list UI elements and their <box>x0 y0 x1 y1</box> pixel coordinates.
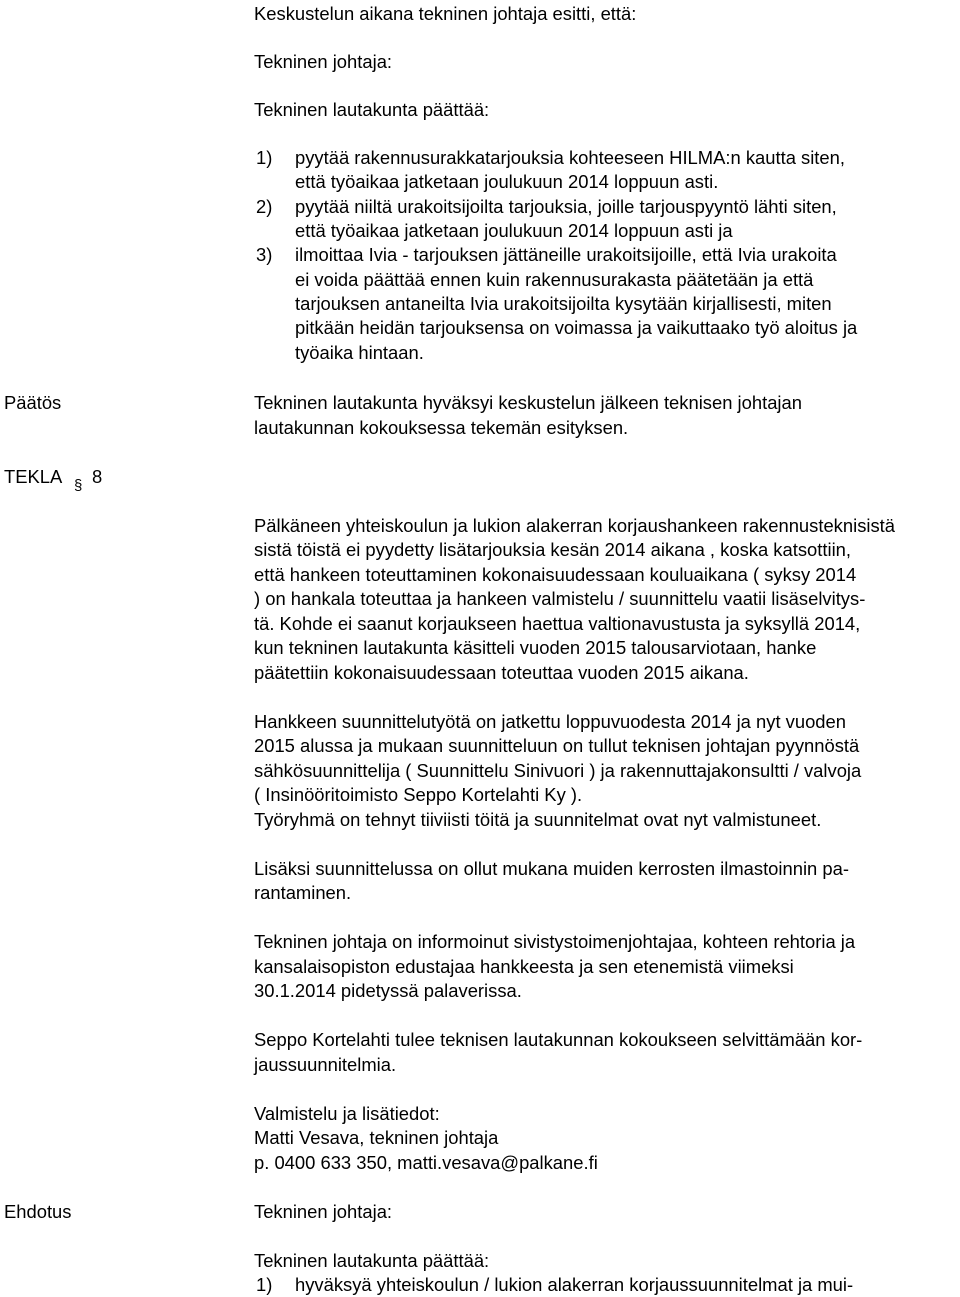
body-line: ) on hankala toteuttaa ja hankeen valmistelu / suunnittelu vaatii lisäselvitys- <box>254 588 866 609</box>
intro-line: Keskustelun aikana tekninen johtaja esitti, että: <box>254 3 637 24</box>
body-line: sähkösuunnittelija ( Suunnittelu Sinivuori ) ja rakennuttajakonsultti / valvoja <box>254 760 862 781</box>
ehdotus-johtaja-heading: Tekninen johtaja: <box>254 1201 393 1222</box>
body-line: 30.1.2014 pidetyssä palaverissa. <box>254 980 522 1001</box>
body-line: rantaminen. <box>254 882 352 903</box>
item-line: pyytää niiltä urakoitsijoilta tarjouksia, joille tarjouspyyntö lähti siten, <box>295 196 837 217</box>
contact-name: Matti Vesava, tekninen johtaja <box>254 1127 499 1148</box>
body-line: ( Insinööritoimisto Seppo Kortelahti Ky ). <box>254 784 583 805</box>
section-number: 8 <box>92 466 103 487</box>
item-line: pyytää rakennusurakkatarjouksia kohteeseen HILMA:n kautta siten, <box>295 147 845 168</box>
item-number: 1) <box>256 147 273 168</box>
section-symbol: § <box>74 477 83 494</box>
body-line: Lisäksi suunnittelussa on ollut mukana muiden kerrosten ilmastoinnin pa- <box>254 858 849 879</box>
item-line: ilmoittaa Ivia - tarjouksen jättäneille urakoitsijoille, että Ivia urakoita <box>295 244 837 265</box>
item-line: ei voida päättää ennen kuin rakennusurakasta päätetään ja että <box>295 269 814 290</box>
paatos-label: Päätös <box>4 392 62 413</box>
tekninen-johtaja-heading: Tekninen johtaja: <box>254 51 393 72</box>
paatos-text: Tekninen lautakunta hyväksyi keskustelun jälkeen teknisen johtajan <box>254 392 802 413</box>
body-line: kun tekninen lautakunta käsitteli vuoden 2015 talousarviotaan, hanke <box>254 637 817 658</box>
ehdotus-paattaa-heading: Tekninen lautakunta päättää: <box>254 1250 490 1271</box>
item-number: 3) <box>256 244 273 265</box>
ehdotus-label: Ehdotus <box>4 1201 72 1222</box>
item-number: 1) <box>256 1274 273 1295</box>
body-line: jaussuunnitelmia. <box>254 1054 397 1075</box>
item-line: että työaikaa jatketaan joulukuun 2014 loppuun asti. <box>295 171 719 192</box>
body-line: kansalaisopiston edustajaa hankkeesta ja sen etenemistä viimeksi <box>254 956 794 977</box>
item-number: 2) <box>256 196 273 217</box>
paatos-text: lautakunnan kokouksessa tekemän esityksen. <box>254 417 629 438</box>
body-line: Hankkeen suunnittelutyötä on jatkettu loppuvuodesta 2014 ja nyt vuoden <box>254 711 846 732</box>
item-line: hyväksyä yhteiskoulun / lukion alakerran korjaussuunnitelmat ja mui- <box>295 1274 854 1295</box>
item-line: tarjouksen antaneilta Ivia urakoitsijoilta kysytään kirjallisesti, miten <box>295 293 832 314</box>
body-line: sistä töistä ei pyydetty lisätarjouksia kesän 2014 aikana , koska katsottiin, <box>254 539 851 560</box>
body-line: että hankeen toteuttaminen kokonaisuudessaan kouluaikana ( syksy 2014 <box>254 564 857 585</box>
body-line: päätettiin kokonaisuudessaan toteuttaa vuoden 2015 aikana. <box>254 662 749 683</box>
item-line: pitkään heidän tarjouksensa on voimassa ja vaikuttaako työ aloitus ja <box>295 317 858 338</box>
body-line: Tekninen johtaja on informoinut sivistystoimenjohtajaa, kohteen rehtoria ja <box>254 931 856 952</box>
body-line: Pälkäneen yhteiskoulun ja lukion alakerran korjaushankeen rakennusteknisistä <box>254 515 896 536</box>
lautakunta-paattaa-heading: Tekninen lautakunta päättää: <box>254 99 490 120</box>
body-line: Työryhmä on tehnyt tiiviisti töitä ja suunnitelmat ovat nyt valmistuneet. <box>254 809 822 830</box>
body-line: Seppo Kortelahti tulee teknisen lautakunnan kokoukseen selvittämään kor- <box>254 1029 863 1050</box>
contact-heading: Valmistelu ja lisätiedot: <box>254 1103 440 1124</box>
body-line: 2015 alussa ja mukaan suunnitteluun on tullut teknisen johtajan pyynnöstä <box>254 735 860 756</box>
contact-phone-email: p. 0400 633 350, matti.vesava@palkane.fi <box>254 1152 598 1173</box>
section-label: TEKLA <box>4 466 63 487</box>
item-line: työaika hintaan. <box>295 342 424 363</box>
body-line: tä. Kohde ei saanut korjaukseen haettua valtionavustusta ja syksyllä 2014, <box>254 613 861 634</box>
item-line: että työaikaa jatketaan joulukuun 2014 loppuun asti ja <box>295 220 733 241</box>
